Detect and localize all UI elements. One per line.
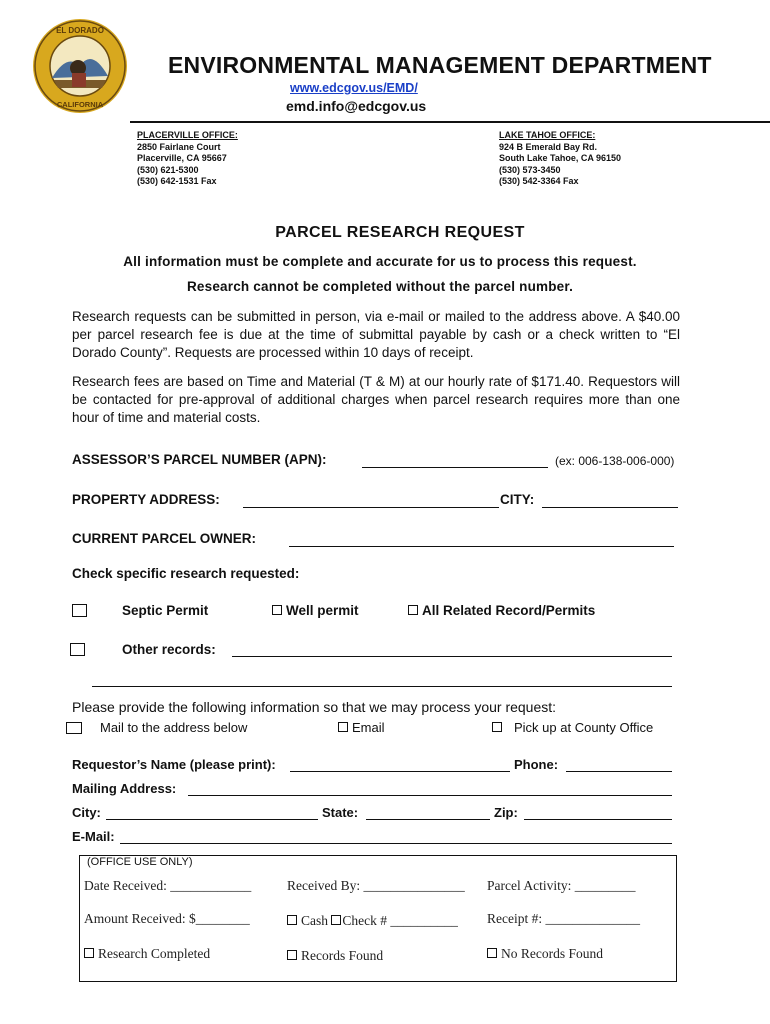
other-records-label: Other records: xyxy=(122,642,216,657)
office-use-heading: (OFFICE USE ONLY) xyxy=(87,856,193,868)
records-found: Records Found xyxy=(287,948,383,964)
office-fax: (530) 642-1531 Fax xyxy=(137,176,217,186)
check-number: Check # __________ xyxy=(342,913,458,928)
office-address-1: 2850 Fairlane Court xyxy=(137,141,221,152)
pickup-checkbox[interactable] xyxy=(492,722,502,732)
received-by: Received By: _______________ xyxy=(287,878,465,893)
delivery-prompt: Please provide the following information so that we may process your request: xyxy=(72,699,557,715)
city2-field[interactable] xyxy=(106,819,318,820)
cash-check xyxy=(287,913,458,929)
office-phone: (530) 621-5300 xyxy=(137,164,199,175)
apn-example: (ex: 006-138-006-000) xyxy=(555,454,675,468)
office-heading: PLACERVILLE OFFICE: xyxy=(137,130,238,140)
all-records-option[interactable] xyxy=(408,603,595,618)
email-option-label: Email xyxy=(352,720,385,735)
property-address-label: PROPERTY ADDRESS: xyxy=(72,492,220,507)
email-option[interactable] xyxy=(338,720,385,735)
records-found-checkbox[interactable] xyxy=(287,950,297,960)
website-link[interactable]: www.edcgov.us/EMD/ xyxy=(290,81,418,95)
office-address-2: Placerville, CA 95667 xyxy=(137,153,227,163)
mail-checkbox[interactable] xyxy=(66,721,82,739)
all-records-label: All Related Record/Permits xyxy=(422,603,596,618)
svg-text:CALIFORNIA: CALIFORNIA xyxy=(56,100,104,109)
other-records-checkbox[interactable] xyxy=(70,643,85,661)
no-records-found: No Records Found xyxy=(487,946,603,962)
mailing-address-label: Mailing Address: xyxy=(72,781,177,796)
form-title: PARCEL RESEARCH REQUEST xyxy=(275,224,525,241)
office-address-1: 924 B Emerald Bay Rd. xyxy=(499,141,598,152)
research-completed: Research Completed xyxy=(84,946,210,962)
office-fax: (530) 542-3364 Fax xyxy=(499,176,579,186)
requestor-name-field[interactable] xyxy=(290,771,510,772)
email-field[interactable] xyxy=(120,843,672,844)
pickup-option[interactable] xyxy=(492,720,653,735)
tahoe-office xyxy=(499,130,621,188)
cash-checkbox[interactable] xyxy=(287,915,297,925)
apn-field[interactable] xyxy=(362,467,548,468)
phone-field[interactable] xyxy=(566,771,672,772)
city-field[interactable] xyxy=(542,507,678,508)
parcel-activity: Parcel Activity: _________ xyxy=(487,878,636,893)
research-heading: Check specific research requested: xyxy=(72,566,300,581)
amount-received: Amount Received: $________ xyxy=(84,911,250,926)
state-field[interactable] xyxy=(366,819,490,820)
city2-label: City: xyxy=(72,805,101,820)
office-address-2: South Lake Tahoe, CA 96150 xyxy=(499,153,622,163)
receipt-number: Receipt #: ______________ xyxy=(487,911,640,926)
well-option[interactable] xyxy=(272,603,359,618)
well-checkbox[interactable] xyxy=(272,605,282,615)
notice-parcel-number: Research cannot be completed without the parcel number. xyxy=(186,279,574,294)
svg-text:EL DORADO: EL DORADO xyxy=(56,26,104,35)
county-seal-logo xyxy=(32,18,128,114)
placerville-office xyxy=(137,130,238,188)
notice-complete: All information must be complete and accurate for us to process this request. xyxy=(123,254,637,269)
paragraph-submission: Research requests can be submitted in person, via e-mail or mailed to the address above. A $40.00 per parcel research fee is due at the time of submittal payable by cash or a check written to “El Dorado County”. Requests are processed within 10 days of receipt. xyxy=(72,309,680,360)
state-label: State: xyxy=(322,805,359,820)
email-checkbox[interactable] xyxy=(338,722,348,732)
office-phone: (530) 573-3450 xyxy=(499,164,561,175)
zip-field[interactable] xyxy=(524,819,672,820)
no-records-found-checkbox[interactable] xyxy=(487,948,497,958)
owner-field[interactable] xyxy=(289,546,674,547)
other-records-field-2[interactable] xyxy=(92,686,672,687)
check-checkbox[interactable] xyxy=(331,915,341,925)
date-received: Date Received: ____________ xyxy=(84,878,252,893)
header-divider xyxy=(130,121,770,123)
mailing-address-field[interactable] xyxy=(188,795,672,796)
apn-label: ASSESSOR’S PARCEL NUMBER (APN): xyxy=(72,452,327,467)
other-records-field[interactable] xyxy=(232,656,672,657)
pickup-label: Pick up at County Office xyxy=(514,720,654,735)
owner-label: CURRENT PARCEL OWNER: xyxy=(72,531,256,546)
requestor-name-label: Requestor’s Name (please print): xyxy=(72,757,276,772)
cash-label: Cash xyxy=(301,913,332,928)
paragraph-fees: Research fees are based on Time and Material (T & M) at our hourly rate of $171.40. Requestors will be contacted for pre-approval of additional charges when parcel research requires more than one hour of time and material costs. xyxy=(72,374,680,425)
city-label: CITY: xyxy=(500,492,535,507)
office-heading: LAKE TAHOE OFFICE: xyxy=(499,130,596,140)
septic-checkbox[interactable] xyxy=(72,604,87,622)
mail-label: Mail to the address below xyxy=(100,720,248,735)
phone-label: Phone: xyxy=(514,757,559,772)
department-name: ENVIRONMENTAL MANAGEMENT DEPARTMENT xyxy=(168,52,712,78)
research-completed-checkbox[interactable] xyxy=(84,948,94,958)
email-label: E-Mail: xyxy=(72,829,115,844)
property-address-field[interactable] xyxy=(243,507,499,508)
department-email: emd.info@edcgov.us xyxy=(286,98,427,114)
all-records-checkbox[interactable] xyxy=(408,605,418,615)
zip-label: Zip: xyxy=(494,805,518,820)
well-label: Well permit xyxy=(286,603,359,618)
septic-label: Septic Permit xyxy=(122,603,209,618)
